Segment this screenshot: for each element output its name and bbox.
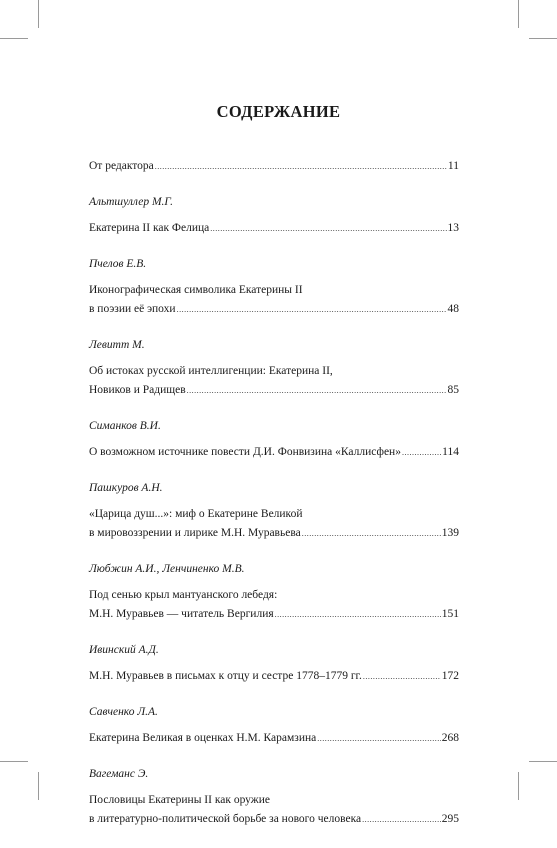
toc-line xyxy=(89,667,459,686)
crop-mark-bottom-right xyxy=(518,772,519,800)
toc-line xyxy=(89,810,459,829)
toc-entries xyxy=(89,195,459,829)
dot-leader xyxy=(210,219,446,238)
toc-line xyxy=(89,524,459,543)
toc-entry xyxy=(89,195,459,238)
crop-mark-top-right-h xyxy=(529,38,557,39)
toc-author: Савченко Л.А. xyxy=(89,706,158,718)
toc-line xyxy=(89,729,459,748)
toc-line xyxy=(89,300,459,319)
toc-author: Пчелов Е.В. xyxy=(89,258,147,270)
dot-leader xyxy=(302,524,441,543)
dot-leader xyxy=(155,157,447,176)
toc-page-number: 151 xyxy=(441,608,459,620)
dot-leader xyxy=(363,667,441,686)
toc-page-number: 114 xyxy=(442,446,459,458)
dot-leader xyxy=(177,300,447,319)
dot-leader xyxy=(402,443,441,462)
toc-author: Пашкуров А.Н. xyxy=(89,482,163,494)
toc-page-number: 13 xyxy=(447,222,459,234)
table-of-contents xyxy=(89,157,459,848)
crop-mark-top-right xyxy=(518,0,519,28)
toc-title-line: в мировоззрении и лирике М.Н. Муравьева xyxy=(89,527,301,539)
toc-page-number: 139 xyxy=(441,527,459,539)
dot-leader xyxy=(317,729,441,748)
toc-page-number: 172 xyxy=(441,670,459,682)
toc-editor-entry xyxy=(89,157,459,176)
toc-author: Левитт М. xyxy=(89,339,145,351)
toc-entry xyxy=(89,562,459,624)
crop-mark-bottom-left xyxy=(38,772,39,800)
dot-leader xyxy=(275,605,441,624)
toc-title-line: Об истоках русской интеллигенции: Екатерина II, xyxy=(89,365,333,377)
toc-line xyxy=(89,219,459,238)
toc-title-line: О возможном источнике повести Д.И. Фонвизина «Каллисфен» xyxy=(89,446,401,458)
toc-page-number: 268 xyxy=(441,732,459,744)
toc-title-line: Екатерина II как Фелица xyxy=(89,222,210,234)
toc-page-number: 85 xyxy=(447,384,459,396)
dot-leader xyxy=(187,381,447,400)
toc-line xyxy=(89,443,459,462)
crop-mark-bottom-right-h xyxy=(529,761,557,762)
toc-title-line: Пословицы Екатерины II как оружие xyxy=(89,794,270,806)
toc-title-line: М.Н. Муравьев — читатель Вергилия xyxy=(89,608,274,620)
toc-entry xyxy=(89,705,459,748)
toc-title-line: в литературно-политической борьбе за нового человека xyxy=(89,813,362,825)
toc-title-line: Новиков и Радищев xyxy=(89,384,186,396)
toc-author: Ивинский А.Д. xyxy=(89,644,159,656)
toc-page-number: 295 xyxy=(441,813,459,825)
toc-title-line: М.Н. Муравьев в письмах к отцу и сестре 1778–1779 гг. xyxy=(89,670,362,682)
toc-line xyxy=(89,381,459,400)
toc-author: Вагеманс Э. xyxy=(89,768,149,780)
toc-author: Альтшуллер М.Г. xyxy=(89,196,173,208)
toc-title-line: Иконографическая символика Екатерины II xyxy=(89,284,303,296)
toc-page-number: 48 xyxy=(447,303,459,315)
page-title: СОДЕРЖАНИЕ xyxy=(216,102,341,121)
crop-mark-bottom-left-h xyxy=(0,761,28,762)
crop-mark-top-left xyxy=(38,0,39,28)
toc-line xyxy=(89,157,459,176)
toc-entry xyxy=(89,481,459,543)
toc-entry xyxy=(89,257,459,319)
toc-title-line: «Царица душ...»: миф о Екатерине Великой xyxy=(89,508,303,520)
toc-title-line: Под сенью крыл мантуанского лебедя: xyxy=(89,589,278,601)
toc-author: Любжин А.И., Ленчиненко М.В. xyxy=(89,563,245,575)
toc-entry xyxy=(89,419,459,462)
toc-page-number: 11 xyxy=(447,160,459,172)
crop-mark-top-left-h xyxy=(0,38,28,39)
toc-entry xyxy=(89,643,459,686)
toc-entry-title: От редактора xyxy=(89,160,154,172)
dot-leader xyxy=(362,810,441,829)
toc-title-line: в поэзии её эпохи xyxy=(89,303,176,315)
toc-title-line: Екатерина Великая в оценках Н.М. Карамзина xyxy=(89,732,317,744)
toc-entry xyxy=(89,338,459,400)
toc-line xyxy=(89,605,459,624)
toc-author: Симанков В.И. xyxy=(89,420,161,432)
toc-entry xyxy=(89,767,459,829)
